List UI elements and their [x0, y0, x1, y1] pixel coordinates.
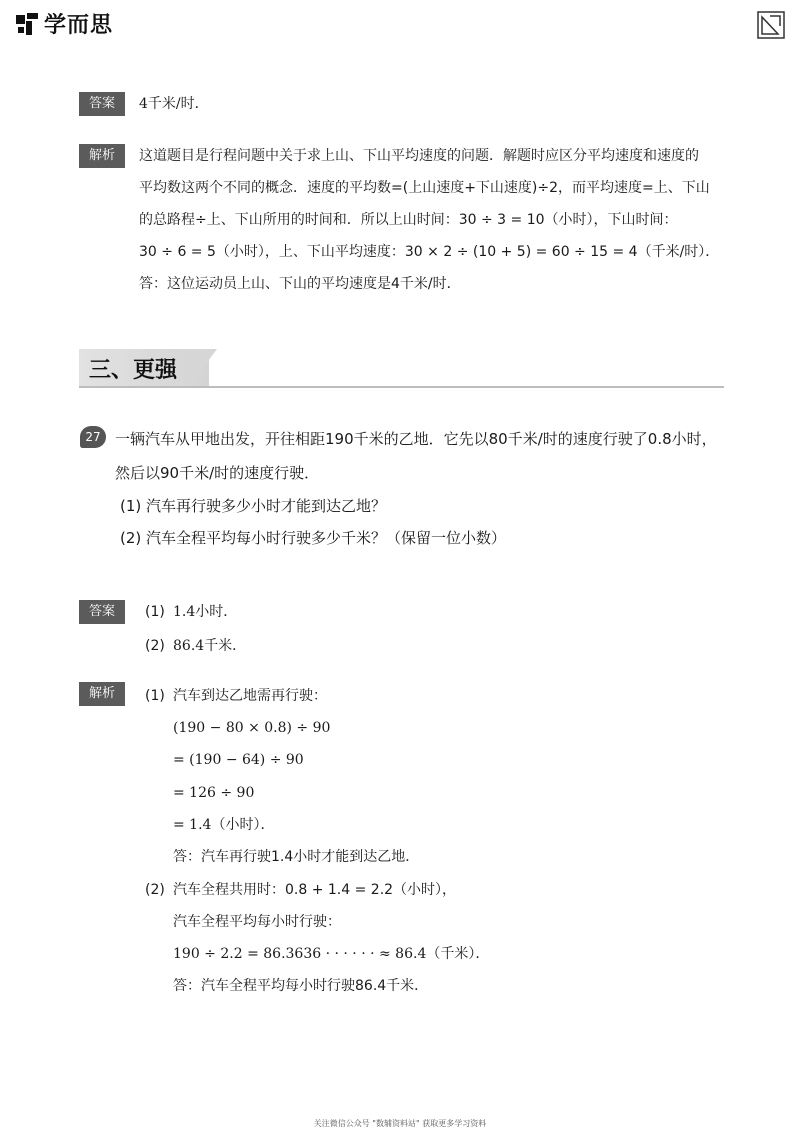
logo-icon	[14, 11, 40, 37]
answer-text: 1.4小时．	[173, 604, 238, 620]
analysis-line: 这道题目是行程问题中关于求上山、下山平均速度的问题．解题时应区分平均速度和速度的	[139, 148, 699, 164]
answer-tag: 答案	[79, 600, 125, 624]
answer-label: (1)	[145, 604, 165, 620]
analysis-step: 汽车全程平均每小时行驶：	[173, 914, 341, 930]
analysis-line: 答：这位运动员上山、下山的平均速度是4千米/时．	[139, 276, 461, 292]
analysis-conclusion: 答：汽车再行驶1.4小时才能到达乙地．	[173, 849, 420, 865]
section-divider	[79, 386, 724, 388]
footer-note: 关注微信公众号 "数辅资料站" 获取更多学习资料	[313, 1119, 487, 1128]
question-part-2: (2) 汽车全程平均每小时行驶多少千米？（保留一位小数）	[120, 529, 507, 547]
analysis-step: = 1.4（小时）．	[173, 817, 275, 833]
analysis-step: 190 ÷ 2.2 = 86.3636 · · · · · · ≈ 86.4（千米）．	[173, 946, 490, 962]
section-title: 三、更强	[89, 358, 178, 383]
analysis-tag: 解析	[79, 682, 125, 706]
analysis-part-label: (1)	[145, 688, 165, 704]
question-number-badge: 27	[80, 426, 106, 448]
section-header	[79, 349, 724, 389]
question-part-1: (1) 汽车再行驶多少小时才能到达乙地？	[120, 497, 387, 515]
answer-text: 4千米/时．	[139, 96, 209, 112]
analysis-conclusion: 答：汽车全程平均每小时行驶86.4千米．	[173, 978, 429, 994]
question-stem-line: 然后以90千米/时的速度行驶．	[115, 464, 320, 482]
analysis-step: = 126 ÷ 90	[173, 785, 255, 801]
answer-label: (2)	[145, 638, 165, 654]
logo-text: 学而思	[44, 13, 114, 38]
analysis-step: 汽车到达乙地需再行驶：	[173, 688, 327, 704]
answer-text: 86.4千米．	[173, 638, 247, 654]
analysis-line: 的总路程÷上、下山所用的时间和．所以上山时间：30 ÷ 3 = 10（小时），下山时间：	[139, 212, 678, 228]
analysis-line: 30 ÷ 6 = 5（小时），上、下山平均速度：30 × 2 ÷ (10 + 5) = 60 ÷ 15 = 4（千米/时）．	[139, 244, 720, 260]
analysis-part-label: (2)	[145, 882, 165, 898]
analysis-step: 汽车全程共用时：0.8 + 1.4 = 2.2（小时），	[173, 882, 457, 898]
answer-tag: 答案	[79, 92, 125, 116]
analysis-tag: 解析	[79, 144, 125, 168]
analysis-line: 平均数这两个不同的概念．速度的平均数=(上山速度+下山速度)÷2，而平均速度=上、下山	[139, 180, 710, 196]
book-corner-icon	[756, 10, 786, 40]
brand-logo	[14, 8, 113, 39]
analysis-step: (190 − 80 × 0.8) ÷ 90	[173, 720, 331, 736]
analysis-step: = (190 − 64) ÷ 90	[173, 752, 304, 768]
question-stem-line: 一辆汽车从甲地出发，开往相距190千米的乙地．它先以80千米/时的速度行驶了0.8小时，	[115, 430, 717, 448]
